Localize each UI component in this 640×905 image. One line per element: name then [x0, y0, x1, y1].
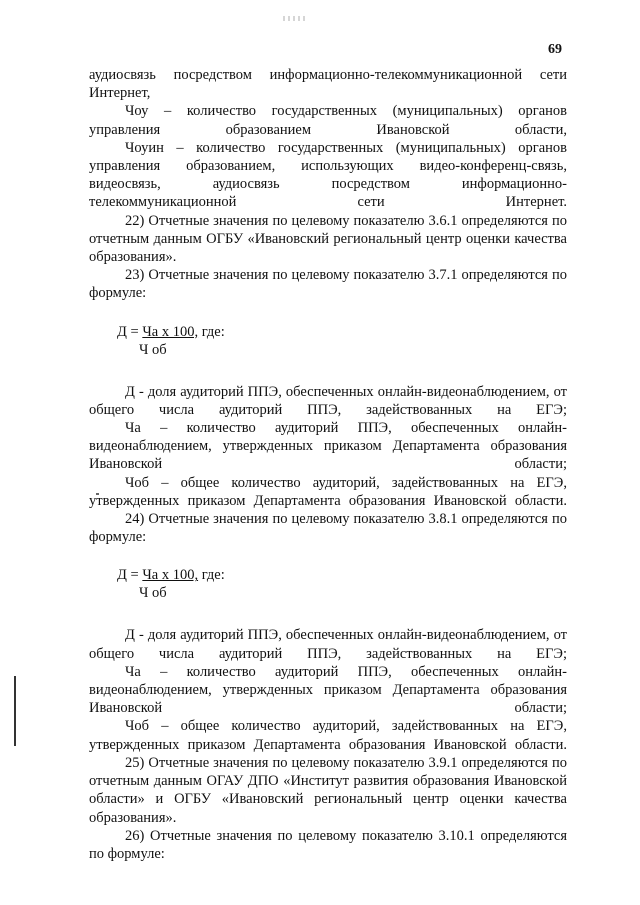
formula-lhs: Д = [117, 323, 143, 340]
definition-cha: Ча – количество аудиторий ППЭ, обеспеченных онлайн-видеонаблюдением, утвержденных приказом Департамента образования Ивановской области; [89, 420, 567, 473]
definition-d: Д - доля аудиторий ППЭ, обеспеченных онлайн-видеонаблюдением, от общего числа аудиторий ППЭ, задействованных на ЕГЭ; [89, 627, 567, 662]
formula-numerator: Ча х 100, [142, 567, 199, 584]
definition-d: Д - доля аудиторий ППЭ, обеспеченных онлайн-видеонаблюдением, от общего числа аудиторий ППЭ, задействованных на ЕГЭ; [89, 383, 567, 418]
item-26: 26) Отчетные значения по целевому показателю 3.10.1 определяются по формуле: [89, 827, 567, 862]
definition-chob: Чоб – общее количество аудиторий, задействованных на ЕГЭ, утвержденных приказом Департамента образования Ивановской области. [89, 718, 567, 753]
formula-item-24 [117, 566, 567, 606]
formula-denominator: Ч об [139, 341, 167, 358]
paragraph-continuation: аудиосвязь посредством информационно-телекоммуникационной сети Интернет, [89, 67, 567, 102]
formula-item-23 [117, 323, 567, 363]
item-23: 23) Отчетные значения по целевому показателю 3.7.1 определяются по формуле: [89, 267, 567, 302]
definition-chouin: Чоуин – количество государственных (муниципальных) органов управления образованием, использующих видео-конференц-связь, видеосвязь, аудиосвязь посредством информационно-телекоммуникационной сети Интернет. [89, 139, 567, 211]
scan-artifact [283, 16, 305, 21]
formula-suffix: где: [198, 323, 225, 340]
definition-chob: Чоб – общее количество аудиторий, задействованных на ЕГЭ, утвержденных приказом Департамента образования Ивановской области. [89, 474, 567, 509]
item-24: 24) Отчетные значения по целевому показателю 3.8.1 определяются по формуле: [89, 511, 567, 546]
document-body [89, 66, 567, 863]
item-25: 25) Отчетные значения по целевому показателю 3.9.1 определяются по отчетным данным ОГАУ ДПО «Институт развития образования Ивановской области» и ОГБУ «Ивановский региональный центр оценки качества образования». [89, 754, 567, 826]
definition-chou: Чоу – количество государственных (муниципальных) органов управления образованием Ивановской области, [89, 103, 567, 138]
formula-suffix: где: [198, 567, 225, 584]
definition-cha: Ча – количество аудиторий ППЭ, обеспеченных онлайн-видеонаблюдением, утвержденных приказом Департамента образования Ивановской области; [89, 663, 567, 717]
formula-denominator: Ч об [139, 585, 167, 602]
item-22: 22) Отчетные значения по целевому показателю 3.6.1 определяются по отчетным данным ОГБУ «Ивановский региональный центр оценки качества образования». [89, 212, 567, 266]
formula-lhs: Д = [117, 567, 143, 584]
page-number: 69 [548, 42, 562, 57]
scan-margin-mark [14, 676, 16, 746]
formula-numerator: Ча х 100, [142, 323, 199, 340]
